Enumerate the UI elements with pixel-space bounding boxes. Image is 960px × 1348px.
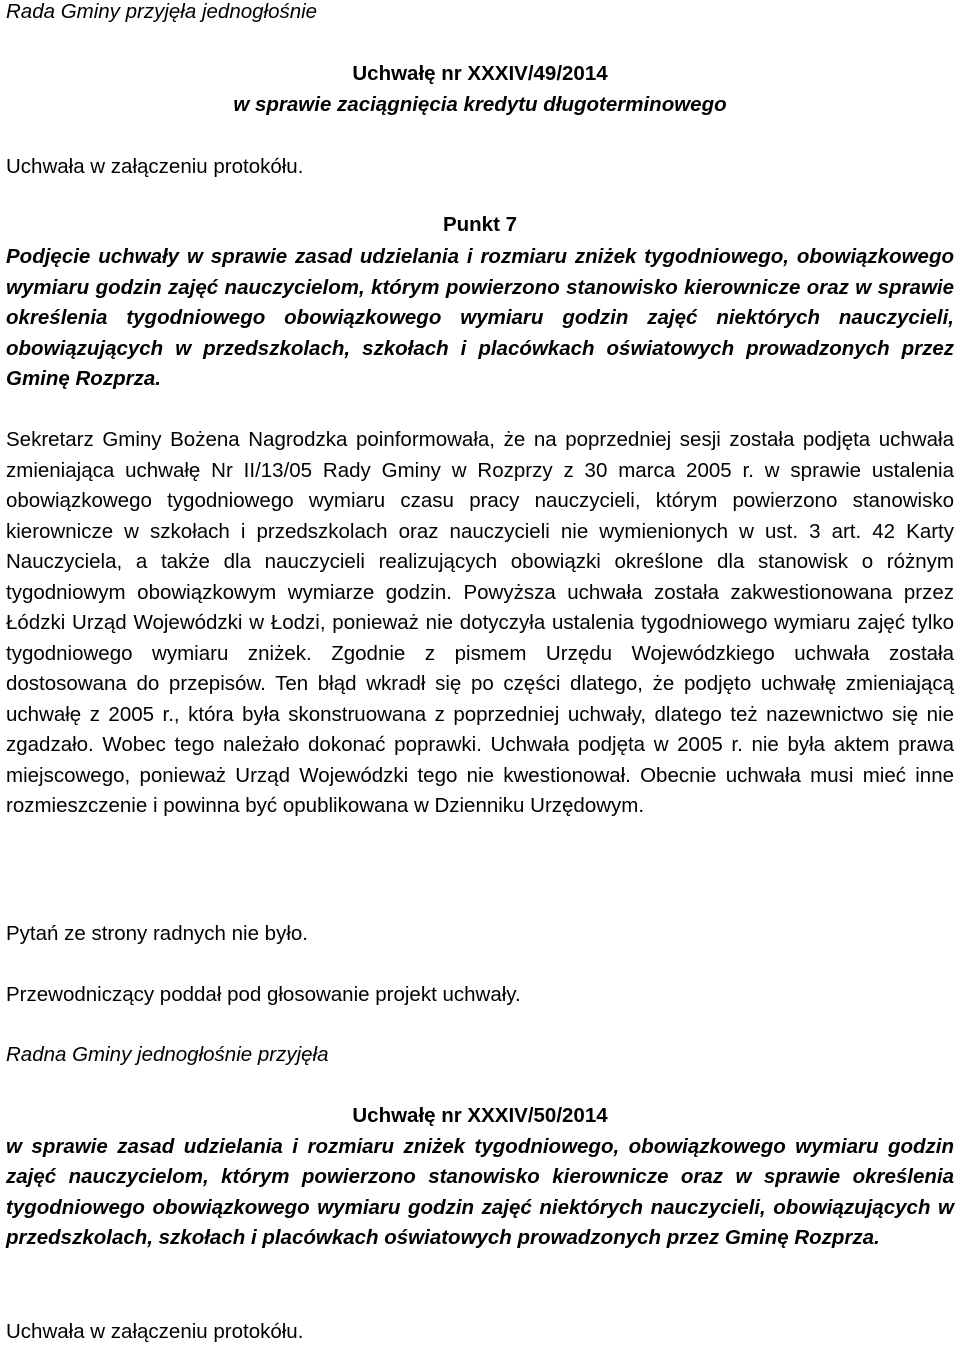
adoption-announcement: Rada Gminy przyjęła jednogłośnie <box>6 0 318 23</box>
no-questions-statement: Pytań ze strony radnych nie było. <box>6 922 308 945</box>
agenda-point-heading: Punkt 7 <box>442 213 518 236</box>
agenda-point-title <box>6 242 954 395</box>
attachment-note: Uchwała w załączeniu protokółu. <box>6 155 304 178</box>
adoption-announcement: Radna Gminy jednogłośnie przyjęła <box>6 1043 329 1066</box>
agenda-point-title-text: Podjęcie uchwały w sprawie zasad udzielania i rozmiaru zniżek tygodniowego, obowiązkowego wymiaru godzin zajęć nauczycielom, którym powierzono stanowisko kierownicze oraz w sprawie określenia tygodniowego obowiązkowego wymiaru godzin zajęć niektórych nauczycieli, obowiązujących w przedszkolach, szkołach i placówkach oświatowych prowadzonych przez Gminę Rozprza. <box>6 245 954 390</box>
resolution-heading <box>6 1101 954 1254</box>
attachment-note: Uchwała w załączeniu protokółu. <box>6 1320 304 1343</box>
resolution-heading <box>6 59 954 120</box>
resolution-subject: w sprawie zasad udzielania i rozmiaru zniżek tygodniowego, obowiązkowego wymiaru godzin zajęć nauczycielom, którym powierzono stanowisko kierownicze oraz w sprawie określenia tygodniowego obowiązkowego wymiaru godzin zajęć niektórych nauczycieli, obowiązujących w przedszkolach, szkołach i placówkach oświatowych prowadzonych przez Gminę Rozprza. <box>6 1134 954 1249</box>
resolution-subject: w sprawie zaciągnięcia kredytu długoterminowego <box>233 92 727 116</box>
vote-statement: Przewodniczący poddał pod głosowanie projekt uchwały. <box>6 983 521 1006</box>
discussion-text: Sekretarz Gminy Bożena Nagrodzka poinformowała, że na poprzedniej sesji została podjęta uchwała zmieniająca uchwałę Nr II/13/05 Rady Gminy w Rozprzy z 30 marca 2005 r. w sprawie ustalenia obowiązkowego tygodniowego wymiaru czasu pracy nauczycieli, którym powierzono stanowisko kierownicze w szkołach i przedszkolach oraz nauczycieli nie wymienionych w ust. 3 art. 42 Karty Nauczyciela, a także dla nauczycieli realizujących obowiązki określone dla stanowisk o różnym tygodniowym obowiązkowym wymiarze godzin. Powyższa uchwała została zakwestionowana przez Łódzki Urząd Wojewódzki w Łodzi, ponieważ nie dotyczyła ustalenia tygodniowego wymiaru zajęć tylko tygodniowego wymiaru zniżek. Zgodnie z pismem Urzędu Wojewódzkiego uchwała została dostosowana do przepisów. Ten błąd wkradł się po części dlatego, że podjęto uchwałę zmieniającą uchwałę z 2005 r., która była skonstruowana z poprzedniej uchwały, dlatego też nazewnictwo się nie zgadzało. Wobec tego należało dokonać poprawki. Uchwała podjęta w 2005 r. nie była aktem prawa miejscowego, ponieważ Urząd Wojewódzki tego nie kwestionował. Obecnie uchwała musi mieć inne rozmieszczenie i powinna być opublikowana w Dzienniku Urzędowym. <box>6 428 954 817</box>
resolution-number: Uchwałę nr XXXIV/50/2014 <box>352 1104 608 1127</box>
discussion-paragraph <box>6 425 954 822</box>
resolution-number: Uchwałę nr XXXIV/49/2014 <box>352 62 608 85</box>
